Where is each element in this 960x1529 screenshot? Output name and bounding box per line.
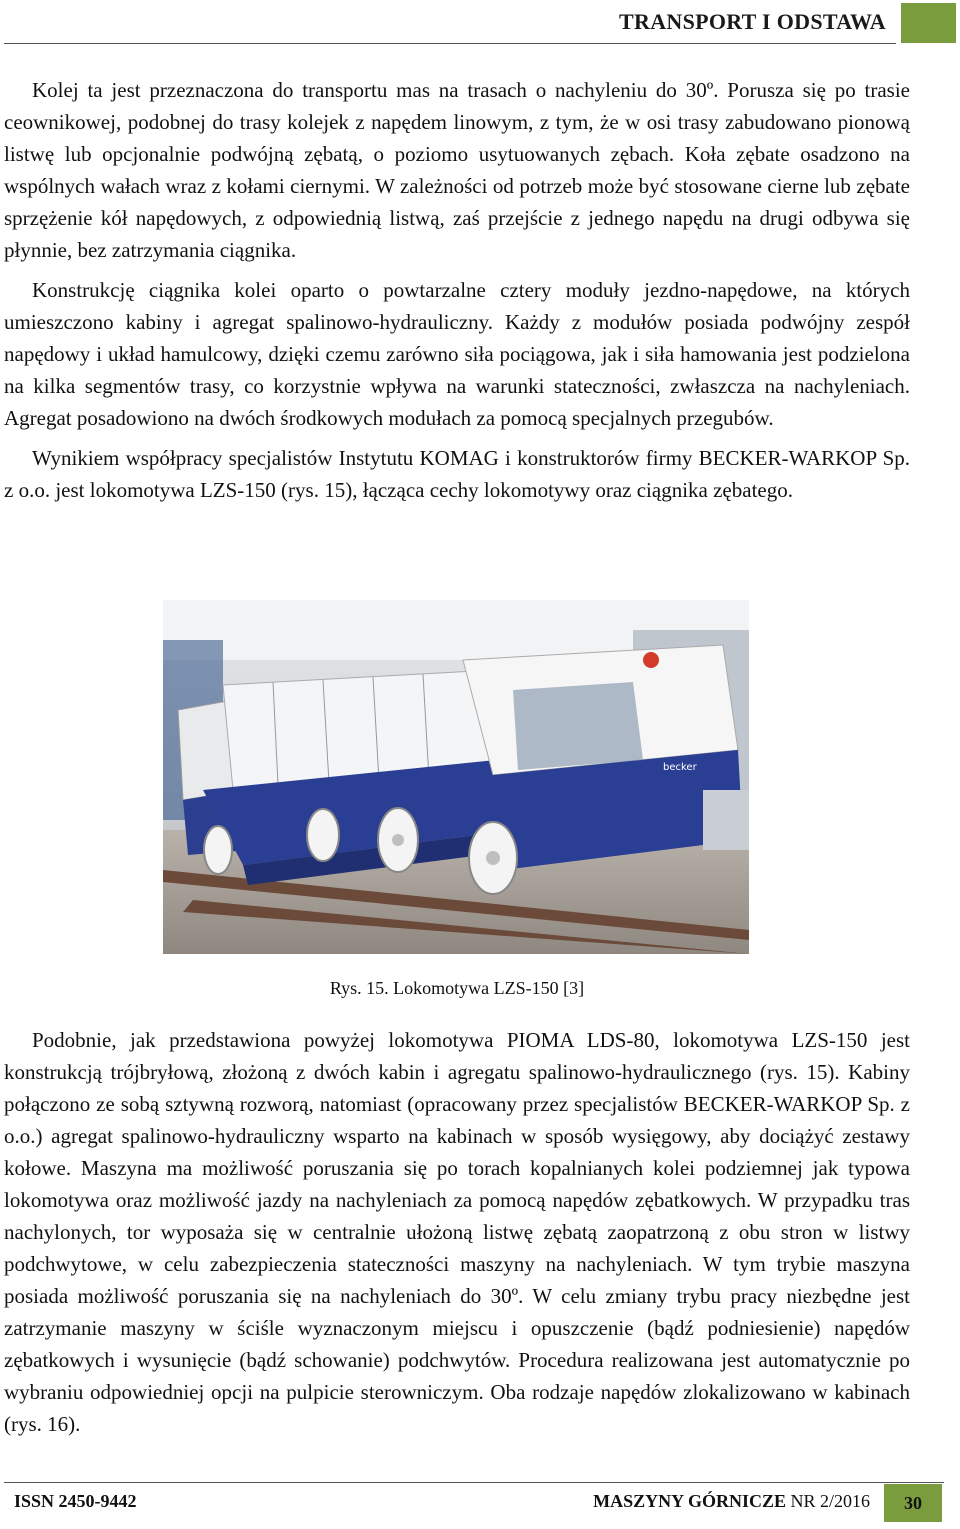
figure-caption: Rys. 15. Lokomotywa LZS-150 [3] [329,978,585,998]
page-header [0,0,960,46]
brand-logo-text: becker [663,762,697,773]
header-rule [4,43,896,44]
footer-journal [593,1491,870,1512]
journal-issue: NR 2/2016 [785,1491,870,1511]
footer-issn: ISSN 2450-9442 [14,1491,137,1511]
section-title: TRANSPORT I ODSTAWA [619,9,886,34]
paragraph: Wynikiem współpracy specjalistów Instytutu KOMAG i konstruktorów firmy BECKER-WARKOP Sp. z o.o. jest lokomotywa LZS-150 (rys. 15), łącząca cechy lokomotywy oraz ciągnika zębatego. [4,446,910,502]
paragraph: Kolej ta jest przeznaczona do transportu mas na trasach o nachyleniu do 30º. Porusza się po trasie ceownikowej, podobnej do trasy kolejek z napędem linowym, z tym, że w osi trasy zabudowano pionową listwę lub opcjonalnie podwójną zębatą, o poziomo usytuowanych zębach. Koła zębate osadzono na wspólnych wałach wraz z kołami ciernymi. W zależności od potrzeb może być stosowane cierne lub zębate sprzężenie kół napędowych, z odpowiednią listwą, zaś przejście z jednego napędu na drugi odbywa się płynnie, bez zatrzymania ciągnika. [4,78,910,262]
locomotive-photo [163,600,749,954]
body-text-top [4,74,910,514]
body-text-bottom [4,1024,910,1448]
journal-name: MASZYNY GÓRNICZE [593,1491,786,1511]
footer-rule [4,1482,944,1483]
paragraph: Konstrukcję ciągnika kolei oparto o powtarzalne cztery moduły jezdno-napędowe, na których umieszczono kabiny i agregat spalinowo-hydrauliczny. Każdy z modułów posiada podwójny zespół napędowy i układ hamulcowy, dzięki czemu zarówno siła pociągowa, jak i siła hamowania jest podzielona na kilka segmentów trasy, co korzystnie wpływa na warunki stateczności, zwłaszcza na nachyleniach. Agregat posadowiono na dwóch środkowych modułach za pomocą specjalnych przegubów. [4,278,910,430]
locomotive-illustration [163,600,749,954]
paragraph: Podobnie, jak przedstawiona powyżej lokomotywa PIOMA LDS-80, lokomotywa LZS-150 jest konstrukcją trójbryłową, złożoną z dwóch kabin i agregatu spalinowo-hydraulicznego (rys. 15). Kabiny połączono ze sobą sztywną rozworą, natomiast (opracowany przez specjalistów BECKER-WARKOP Sp. z o.o.) agregat spalinowo-hydrauliczny wsparto na kabinach w sposób wysięgowy, aby dociążyć zestawy kołowe. Maszyna ma możliwość poruszania się po torach kopalnianych kolei podziemnej jak typowa lokomotywa oraz możliwość jazdy na nachyleniach za pomocą napędów zębatkowych. W przypadku tras nachylonych, tor wyposaża się w centralnie ułożoną listwę zębatą zaopatrzoną z obu stron w listwy podchwytowe, w celu zabezpieczenia stateczności maszyny na nachyleniach. W tym trybie maszyna posiada możliwość poruszania się na nachyleniach do 30º. W celu zmiany trybu pracy niezbędne jest zatrzymanie maszyny w ściśle wyznaczonym miejscu i opuszczenie (bądź podniesienie) napędów zębatkowych i wysunięcie (bądź schowanie) podchwytów. Procedura realizowana jest automatycznie po wybraniu odpowiedniej opcji na pulpicie sterowniczym. Oba rodzaje napędów zlokalizowano w kabinach (rys. 16). [4,1028,910,1436]
header-accent-square [901,3,956,43]
page-number: 30 [884,1484,942,1522]
